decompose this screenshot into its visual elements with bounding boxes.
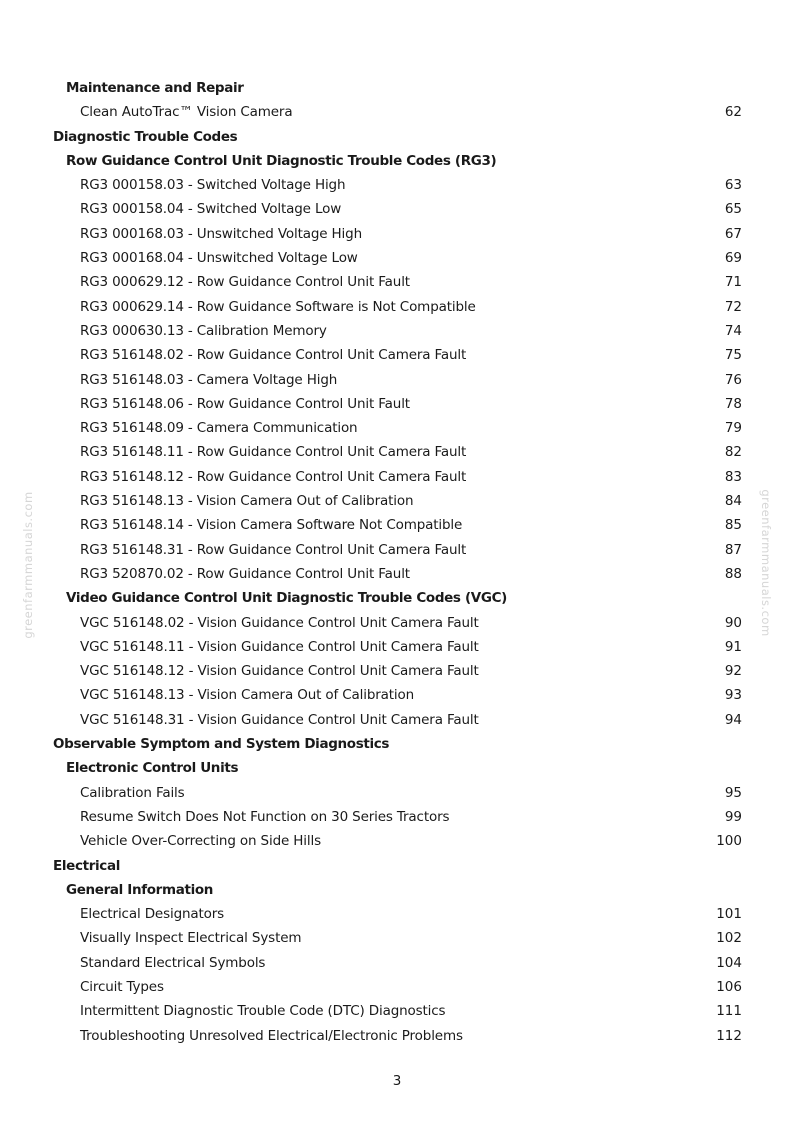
toc-entry[interactable]: [0, 659, 794, 683]
toc-entry-title: RG3 516148.11 - Row Guidance Control Unit Camera Fault: [80, 444, 467, 461]
toc-entry-page: 79: [724, 420, 742, 437]
toc-entry-page: 69: [724, 250, 742, 267]
toc-entry[interactable]: [0, 538, 794, 562]
toc-entry-title: RG3 516148.09 - Camera Communication: [80, 420, 358, 437]
toc-entry[interactable]: [0, 902, 794, 926]
toc-entry-title: Resume Switch Does Not Function on 30 Series Tractors: [80, 808, 450, 825]
toc-entry-title: Maintenance and Repair: [66, 80, 244, 96]
toc-entry-title: Observable Symptom and System Diagnostics: [53, 736, 390, 753]
table-of-contents: [0, 76, 794, 1048]
toc-entry[interactable]: [0, 222, 794, 246]
toc-entry-page: 112: [716, 1027, 742, 1044]
toc-entry-page: 88: [724, 565, 742, 582]
toc-entry-page: 65: [724, 201, 742, 218]
toc-entry-page: 91: [724, 638, 742, 655]
toc-entry-page: 76: [724, 371, 742, 388]
toc-entry-page: 102: [716, 930, 742, 947]
toc-subsection-heading[interactable]: [0, 756, 794, 780]
toc-entry-page: 99: [724, 808, 742, 825]
toc-entry-title: VGC 516148.12 - Vision Guidance Control Unit Camera Fault: [80, 663, 479, 680]
toc-entry[interactable]: [0, 999, 794, 1023]
toc-entry-page: 71: [724, 274, 742, 291]
toc-entry[interactable]: [0, 343, 794, 367]
toc-entry-title: VGC 516148.13 - Vision Camera Out of Calibration: [80, 687, 415, 704]
toc-entry-page: 74: [724, 322, 742, 339]
watermark-left: greenfarmmanuals.com: [21, 491, 35, 639]
toc-entry[interactable]: [0, 368, 794, 392]
toc-entry-page: 94: [724, 711, 742, 728]
toc-entry[interactable]: [0, 173, 794, 197]
toc-entry-page: 83: [724, 468, 742, 485]
toc-entry[interactable]: [0, 829, 794, 853]
toc-entry-title: RG3 000630.13 - Calibration Memory: [80, 322, 327, 339]
toc-section-heading[interactable]: [0, 732, 794, 756]
toc-entry-title: Vehicle Over-Correcting on Side Hills: [80, 833, 321, 850]
toc-entry-title: Circuit Types: [80, 978, 164, 995]
toc-entry-title: RG3 000629.12 - Row Guidance Control Unit Fault: [80, 274, 410, 291]
toc-entry-page: 87: [724, 541, 742, 558]
toc-entry-title: RG3 000158.04 - Switched Voltage Low: [80, 201, 342, 218]
toc-entry-page: 84: [724, 493, 742, 510]
toc-entry[interactable]: [0, 975, 794, 999]
toc-entry[interactable]: [0, 295, 794, 319]
toc-entry-title: VGC 516148.31 - Vision Guidance Control Unit Camera Fault: [80, 711, 479, 728]
toc-entry[interactable]: [0, 100, 794, 124]
toc-entry-title: RG3 516148.13 - Vision Camera Out of Calibration: [80, 493, 414, 510]
toc-entry-title: RG3 000158.03 - Switched Voltage High: [80, 177, 346, 194]
toc-entry-page: 90: [724, 614, 742, 631]
toc-entry[interactable]: [0, 319, 794, 343]
toc-entry[interactable]: [0, 611, 794, 635]
toc-entry-title: RG3 520870.02 - Row Guidance Control Unit Fault: [80, 565, 410, 582]
toc-entry[interactable]: [0, 197, 794, 221]
toc-entry[interactable]: [0, 416, 794, 440]
toc-entry-title: RG3 516148.06 - Row Guidance Control Unit Fault: [80, 395, 410, 412]
toc-entry[interactable]: [0, 270, 794, 294]
toc-entry[interactable]: [0, 708, 794, 732]
toc-entry-title: Standard Electrical Symbols: [80, 954, 266, 971]
toc-entry-page: 93: [724, 687, 742, 704]
toc-entry-page: 111: [716, 1003, 742, 1020]
toc-entry[interactable]: [0, 635, 794, 659]
toc-entry[interactable]: [0, 805, 794, 829]
toc-entry-page: 82: [724, 444, 742, 461]
toc-subsection-heading[interactable]: [0, 586, 794, 610]
toc-entry-title: VGC 516148.11 - Vision Guidance Control Unit Camera Fault: [80, 638, 479, 655]
toc-entry[interactable]: [0, 465, 794, 489]
toc-entry[interactable]: [0, 440, 794, 464]
toc-subsection-heading[interactable]: [0, 878, 794, 902]
toc-entry[interactable]: [0, 683, 794, 707]
watermark-right: greenfarmmanuals.com: [759, 489, 773, 637]
toc-entry-title: RG3 000168.03 - Unswitched Voltage High: [80, 225, 362, 242]
toc-section-heading[interactable]: [0, 854, 794, 878]
toc-entry-page: 62: [724, 104, 742, 121]
toc-entry-title: Visually Inspect Electrical System: [80, 930, 302, 947]
toc-entry-title: RG3 516148.12 - Row Guidance Control Unit Camera Fault: [80, 468, 467, 485]
toc-entry[interactable]: [0, 1024, 794, 1048]
toc-entry[interactable]: [0, 246, 794, 270]
toc-entry[interactable]: [0, 513, 794, 537]
toc-entry-page: 100: [716, 833, 742, 850]
toc-entry-title: Electronic Control Units: [66, 760, 239, 777]
toc-entry-title: VGC 516148.02 - Vision Guidance Control Unit Camera Fault: [80, 614, 479, 631]
toc-entry-title: Diagnostic Trouble Codes: [53, 128, 238, 145]
toc-entry[interactable]: [0, 489, 794, 513]
toc-entry-title: Row Guidance Control Unit Diagnostic Trouble Codes (RG3): [66, 152, 497, 169]
toc-entry-page: 95: [724, 784, 742, 801]
toc-entry[interactable]: [0, 926, 794, 950]
toc-entry-page: 78: [724, 395, 742, 412]
toc-entry-title: RG3 000629.14 - Row Guidance Software is Not Compatible: [80, 298, 476, 315]
toc-entry-title: Video Guidance Control Unit Diagnostic Trouble Codes (VGC): [66, 590, 507, 607]
toc-entry[interactable]: [0, 951, 794, 975]
toc-entry-title: RG3 516148.03 - Camera Voltage High: [80, 371, 338, 388]
toc-subsection-heading[interactable]: [0, 76, 794, 100]
toc-entry-page: 106: [716, 978, 742, 995]
toc-section-heading[interactable]: [0, 125, 794, 149]
toc-entry-page: 75: [724, 347, 742, 364]
toc-entry-page: 72: [724, 298, 742, 315]
toc-entry-title: Electrical: [53, 857, 120, 874]
toc-entry-title: Intermittent Diagnostic Trouble Code (DTC) Diagnostics: [80, 1003, 446, 1020]
toc-entry-title: RG3 516148.14 - Vision Camera Software Not Compatible: [80, 517, 463, 534]
toc-entry-title: Electrical Designators: [80, 906, 225, 923]
toc-entry-page: 104: [716, 954, 742, 971]
toc-entry-page: 85: [724, 517, 742, 534]
toc-entry-title: Calibration Fails: [80, 784, 185, 801]
toc-entry-page: 67: [724, 225, 742, 242]
toc-entry-title: General Information: [66, 881, 214, 898]
toc-entry-page: 63: [724, 177, 742, 194]
toc-entry-title: Troubleshooting Unresolved Electrical/Electronic Problems: [80, 1027, 463, 1044]
toc-entry-title: RG3 516148.02 - Row Guidance Control Unit Camera Fault: [80, 347, 467, 364]
toc-entry-page: 101: [716, 906, 742, 923]
page-number: 3: [392, 1073, 402, 1089]
toc-entry[interactable]: [0, 392, 794, 416]
toc-entry-title: RG3 000168.04 - Unswitched Voltage Low: [80, 250, 358, 267]
toc-entry[interactable]: [0, 562, 794, 586]
toc-entry[interactable]: [0, 781, 794, 805]
toc-entry-page: 92: [724, 663, 742, 680]
toc-entry-title: RG3 516148.31 - Row Guidance Control Unit Camera Fault: [80, 541, 467, 558]
toc-subsection-heading[interactable]: [0, 149, 794, 173]
toc-entry-title: Clean AutoTrac™ Vision Camera: [80, 104, 293, 121]
